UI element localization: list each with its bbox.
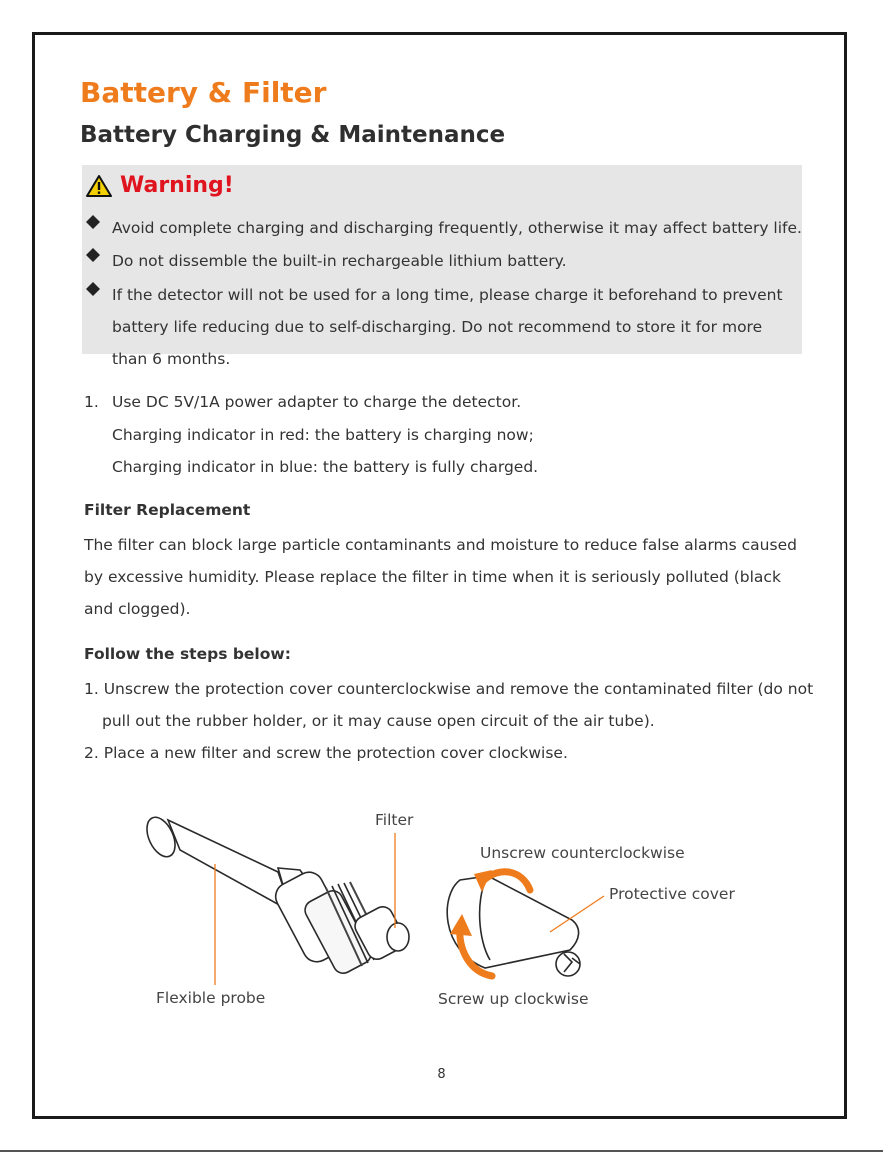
diamond-bullet-icon (86, 282, 100, 296)
charging-red-line: Charging indicator in red: the battery is charging now; (112, 426, 534, 444)
filter-body: The filter can block large particle contaminants and moisture to reduce false alarms caused by excessive humidity. Please replace the filter in time when it is seriously polluted (black and clogged). (84, 536, 797, 618)
charging-blue-line: Charging indicator in blue: the battery is fully charged. (112, 458, 539, 476)
warning-item-text: If the detector will not be used for a long time, please charge it beforehand to prevent battery life reducing due to self-discharging. Do not recommend to store it for more than 6 months. (112, 286, 783, 368)
screw-label: Screw up clockwise (438, 990, 589, 1008)
flexible-probe-label: Flexible probe (156, 989, 266, 1007)
page-number: 8 (437, 1067, 446, 1082)
charging-number: 1. (84, 393, 99, 411)
diamond-bullet-icon (86, 248, 100, 262)
filter-heading: Filter Replacement (84, 501, 251, 519)
section-title: Battery Charging & Maintenance (80, 122, 506, 148)
warning-header (86, 173, 234, 198)
warning-item (86, 279, 802, 375)
page-title: Battery & Filter (80, 76, 327, 109)
step-2: 2. Place a new filter and screw the protection cover clockwise. (84, 744, 568, 762)
warning-item (86, 212, 802, 244)
warning-item-text: Do not dissemble the built-in rechargeable lithium battery. (112, 252, 567, 270)
warning-triangle-icon (86, 174, 112, 198)
bottom-rule (0, 1150, 883, 1152)
flexible-probe (141, 813, 409, 977)
warning-item-text: Avoid complete charging and discharging frequently, otherwise it may affect battery life. (112, 219, 802, 237)
filter-label: Filter (375, 811, 414, 829)
warning-title: Warning! (120, 173, 234, 198)
steps-heading: Follow the steps below: (84, 645, 291, 663)
warning-item (86, 245, 802, 277)
protective-cover-label: Protective cover (609, 885, 735, 903)
step-1: 1. Unscrew the protection cover counterclockwise and remove the contaminated filter (do not pull out the rubber holder, or it may cause open circuit of the air tube). (84, 680, 814, 730)
diamond-bullet-icon (86, 215, 100, 229)
unscrew-label: Unscrew counterclockwise (480, 844, 685, 862)
charging-line: Use DC 5V/1A power adapter to charge the detector. (112, 393, 522, 411)
